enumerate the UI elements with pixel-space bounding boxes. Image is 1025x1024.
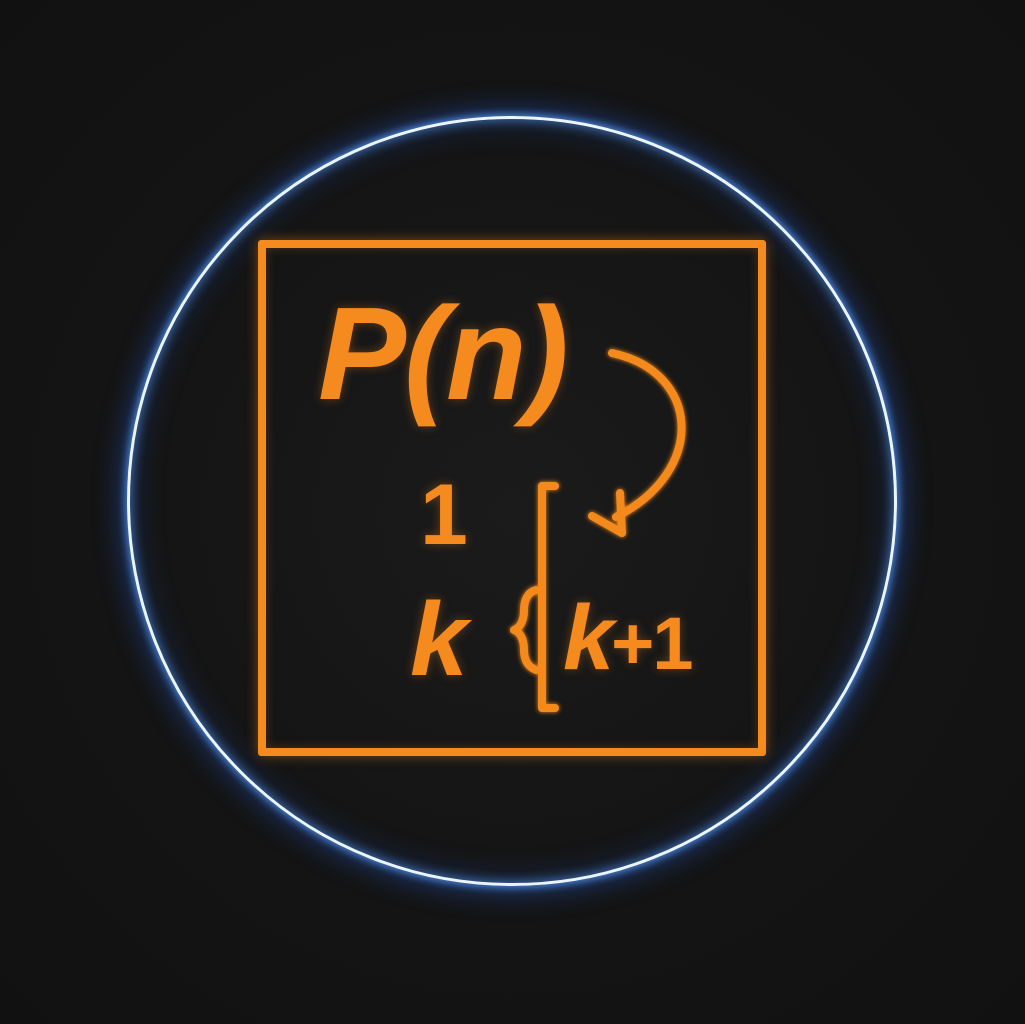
curved-arrow-icon [592,353,682,533]
term-one: 1 [420,467,468,563]
term-next-suffix: +1 [611,602,692,685]
formula-title: P(n) [318,280,567,427]
term-k: k [410,582,468,698]
term-next-variable: k [563,587,612,689]
bracket-brace-icon [514,486,555,708]
